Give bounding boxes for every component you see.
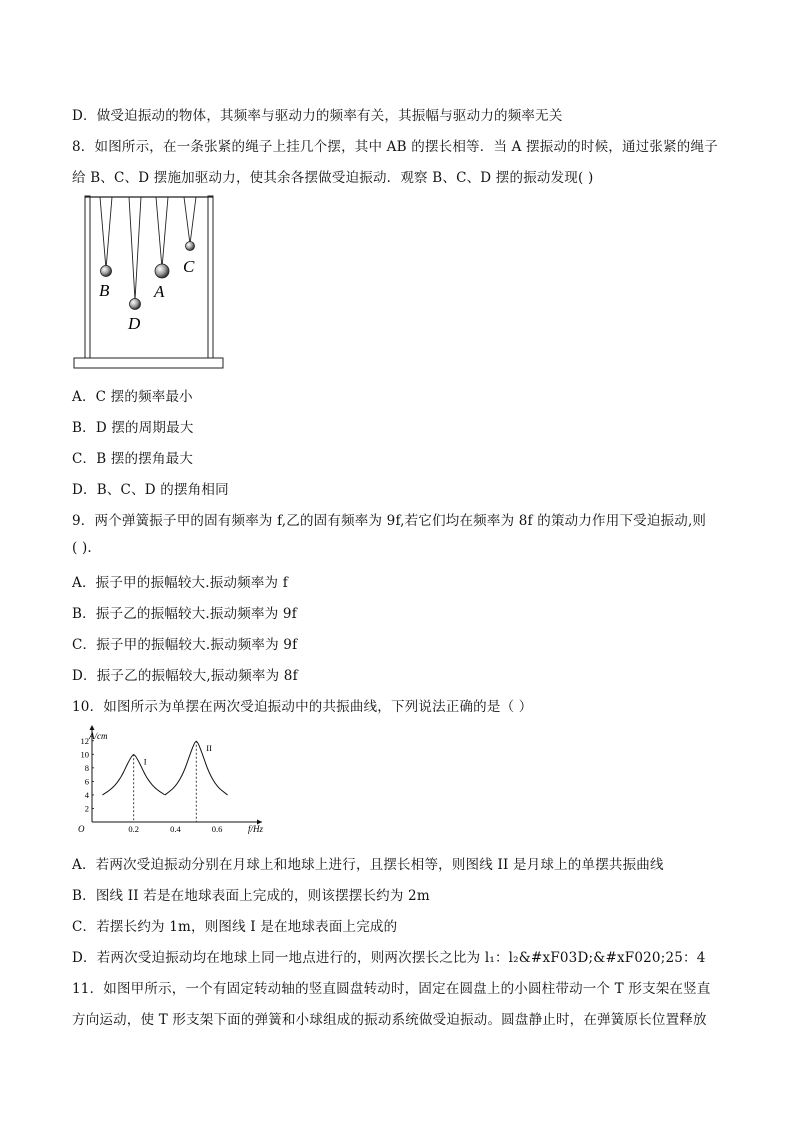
y-axis-label: A/cm	[89, 731, 108, 741]
x-tick-label: 0.2	[128, 824, 140, 834]
y-tick-label: 2	[84, 803, 89, 814]
bob-c	[186, 242, 195, 251]
x-tick-label: 0.4	[170, 824, 181, 834]
label-b: B	[99, 281, 110, 300]
q7-option-d: D．做受迫振动的物体，其频率与驱动力的频率有关，其振幅与驱动力的频率无关	[72, 108, 563, 124]
y-axis-arrow	[90, 725, 95, 730]
origin-label: O	[78, 824, 85, 834]
q9-option-c: C．振子甲的振幅较大.振动频率为 9f	[72, 637, 298, 653]
q11-stem-line2: 方向运动，使 T 形支架下面的弹簧和小球组成的振动系统做受迫振动。圆盘静止时，在弹簧原长位置释放	[72, 1012, 707, 1028]
q10-option-a: A．若两次受迫振动分别在月球上和地球上进行，且摆长相等，则图线 II 是月球上的单摆共振曲线	[72, 857, 664, 873]
series-label: I	[143, 756, 147, 767]
resonance-chart	[72, 724, 272, 836]
q8-option-d: D．B、C、D 的摆角相同	[72, 482, 229, 498]
q9-option-d: D．振子乙的振幅较大,振动频率为 8f	[72, 668, 298, 684]
series-label: II	[206, 742, 212, 753]
pendulum-figure	[72, 192, 227, 372]
label-d: D	[128, 314, 141, 333]
q10-option-d: D．若两次受迫振动均在地球上同一地点进行的，则两次摆长之比为 l₁：l₂&#xF03D;&#xF020;25：4	[72, 950, 706, 966]
q8-option-a: A．C 摆的频率最小	[72, 389, 193, 405]
q11-stem-line1: 11．如图甲所示，一个有固定转动轴的竖直圆盘转动时，固定在圆盘上的小圆柱带动一个 T 形支架在竖直	[72, 981, 711, 997]
q9-stem-line2: ( ).	[72, 540, 92, 556]
q10-option-c: C．若摆长约为 1m，则图线 I 是在地球表面上完成的	[72, 919, 398, 935]
bob-a	[155, 264, 169, 278]
bob-b	[101, 266, 112, 277]
y-tick-label: 12	[80, 735, 89, 746]
q9-option-a: A．振子甲的振幅较大.振动频率为 f	[72, 575, 288, 591]
q9-stem-line1: 9．两个弹簧振子甲的固有频率为 f,乙的固有频率为 9f,若它们均在频率为 8f 的策动力作用下受迫振动,则	[72, 513, 707, 529]
x-axis-label: f/Hz	[248, 824, 264, 834]
y-tick-label: 6	[84, 776, 89, 787]
label-a: A	[154, 282, 165, 301]
x-tick-label: 0.6	[211, 824, 223, 834]
q10-stem: 10．如图所示为单摆在两次受迫振动中的共振曲线，下列说法正确的是（ ）	[72, 699, 533, 715]
y-tick-label: 10	[80, 749, 89, 760]
label-c: C	[183, 257, 195, 276]
q10-option-b: B．图线 II 若是在地球表面上完成的，则该摆摆长约为 2m	[72, 888, 430, 904]
q8-option-b: B．D 摆的周期最大	[72, 420, 194, 436]
q8-option-c: C．B 摆的摆角最大	[72, 451, 194, 467]
y-tick-label: 8	[84, 762, 89, 773]
q9-option-b: B．振子乙的振幅较大.振动频率为 9f	[72, 606, 297, 622]
y-tick-label: 4	[84, 789, 89, 800]
bob-d	[130, 299, 141, 310]
q8-stem-line1: 8．如图所示，在一条张紧的绳子上挂几个摆，其中 AB 的摆长相等．当 A 摆振动的时候，通过张紧的绳子	[72, 139, 718, 155]
q8-stem-line2: 给 B、C、D 摆施加驱动力，使其余各摆做受迫振动．观察 B、C、D 摆的振动发现( )	[72, 170, 594, 186]
